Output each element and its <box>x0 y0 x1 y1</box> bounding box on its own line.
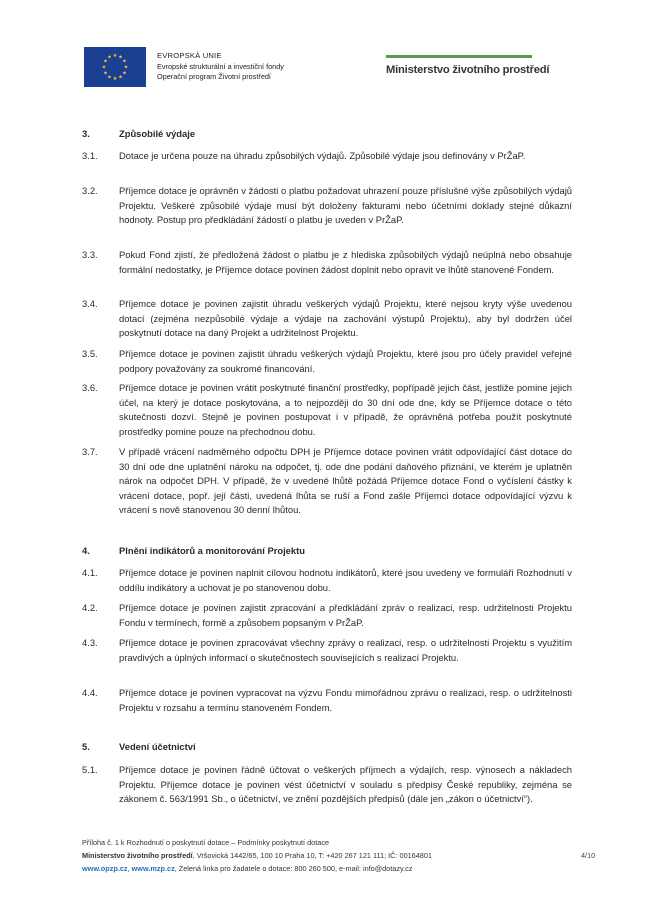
eu-programme-text <box>157 51 284 83</box>
item-number: 3.5. <box>82 348 98 359</box>
item-text: Pokud Fond zjistí, že předložená žádost o platbu je z hlediska způsobilých výdajů neúplná nebo obsahuje formální nedostatky, je Příjemce dotace povinen žádost doplnit nebo opravit ve lhůtě stanovené Fondem. <box>119 249 572 275</box>
item-text: Příjemce dotace je povinen vypracovat na výzvu Fondu mimořádnou zprávu o realizaci, resp. o udržitelnosti Projektu v rozsahu a termínu stanoveném Fondem. <box>119 687 572 713</box>
section-number: 3. <box>82 128 90 139</box>
eu-flag-logo <box>84 47 146 87</box>
footer-address: , Vršovická 1442/65, 100 10 Praha 10, T: +420 267 121 111; IČ: 00164801 <box>192 851 432 861</box>
section-number: 5. <box>82 741 90 752</box>
section-title: Vedení účetnictví <box>119 741 196 752</box>
section-number: 4. <box>82 545 90 556</box>
eu-title: EVROPSKÁ UNIE <box>157 51 222 60</box>
footer-ministry-name: Ministerstvo životního prostředí <box>82 851 193 861</box>
item-number: 4.3. <box>82 637 98 648</box>
item-text: Příjemce dotace je povinen zpracovávat všechny zprávy o realizaci, resp. o udržitelnosti Projektu s využitím pravdivých a úplných informací o skutečnostech souvisejících s realizací Projektu. <box>119 637 572 663</box>
ministry-logo-bar <box>386 55 532 58</box>
svg-text:★: ★ <box>118 54 123 61</box>
mzp-link[interactable]: www.mzp.cz <box>131 864 175 874</box>
item-text: Příjemce dotace je povinen řádně účtovat o veškerých příjmech a výdajích, resp. výnosech a nákladech Projektu. Příjemce dotace je povinen vést účetnictví v souladu s předpisy České republiky, zejména se zákonem č. 563/1991 Sb., o účetnictví, ve znění pozdějších předpisů (dále jen „zákon o účetnictví“). <box>119 764 572 805</box>
svg-text:★: ★ <box>118 74 123 81</box>
svg-text:★: ★ <box>103 70 108 77</box>
item-text: Dotace je určena pouze na úhradu způsobilých výdajů. Způsobilé výdaje jsou definovány v PrŽaP. <box>119 150 526 161</box>
eu-programme-line: Operační program Životní prostředí <box>157 72 271 81</box>
footer-contact: , Zelená linka pro žadatele o dotace: 800 260 500, e-mail: info@dotazy.cz <box>174 864 413 874</box>
footer-address-line <box>82 849 432 862</box>
item-text: Příjemce dotace je povinen zajistit úhradu veškerých výdajů Projektu, které jsou pro účely pravidel veřejné podpory považovány za soukromé financování. <box>119 348 572 374</box>
section-title: Plnění indikátorů a monitorování Projektu <box>119 545 305 556</box>
item-number: 4.2. <box>82 602 98 613</box>
item-number: 3.3. <box>82 249 98 260</box>
svg-text:★: ★ <box>101 64 107 71</box>
item-text: Příjemce dotace je povinen zajistit zpracování a předkládání zpráv o realizaci, resp. udržitelnosti Projektu Fondu v termínech, formě a způsobem popsaným v PrŽaP. <box>119 602 572 628</box>
opzp-link[interactable]: www.opzp.cz <box>82 864 128 874</box>
svg-text:★: ★ <box>123 64 129 71</box>
svg-text:★: ★ <box>107 54 112 61</box>
svg-text:★: ★ <box>122 70 127 77</box>
svg-text:★: ★ <box>112 76 118 82</box>
item-number: 3.2. <box>82 185 98 196</box>
item-number: 3.6. <box>82 382 98 393</box>
svg-text:★: ★ <box>103 58 108 65</box>
item-text: Příjemce dotace je povinen naplnit cílovou hodnotu indikátorů, které jsou uvedeny ve formuláři Rozhodnutí v oddílu indikátory a uchovat je po stanovenou dobu. <box>119 567 572 593</box>
footer-separator: , <box>127 864 132 874</box>
page-number: 4/10 <box>581 851 596 860</box>
ministry-logo-text: Ministerstvo životního prostředí <box>386 64 550 76</box>
item-number: 5.1. <box>82 764 98 775</box>
item-number: 3.7. <box>82 446 98 457</box>
svg-text:★: ★ <box>122 58 127 65</box>
svg-text:★: ★ <box>107 74 112 81</box>
item-number: 3.4. <box>82 298 98 309</box>
footer-attachment-line: Příloha č. 1 k Rozhodnutí o poskytnutí dotace – Podmínky poskytnutí dotace <box>82 838 330 847</box>
item-number: 4.4. <box>82 687 98 698</box>
footer-contact-line <box>82 862 432 875</box>
section-title: Způsobilé výdaje <box>119 128 196 139</box>
item-text: Příjemce dotace je oprávněn v žádosti o platbu požadovat uhrazení pouze příslušné výše způsobilých výdajů Projektu. Veškeré způsobilé výdaje musí být doloženy fakturami nebo účetními doklady stejné důkazní hodnoty. Postup pro předkládání žádostí o platbu je uveden v PrŽaP. <box>119 185 572 226</box>
item-number: 3.1. <box>82 150 98 161</box>
eu-funds-line: Evropské strukturální a investiční fondy <box>157 61 284 71</box>
item-text: V případě vrácení nadměrného odpočtu DPH je Příjemce dotace povinen vrátit odpovídající část dotace do 30 dní ode dne uplatnění nároku na odpočet, tj. ode dne podání daňového přiznání, ve kterém je uplatněn nárok na odpočet DPH. V případě, že v uvedené lhůtě požádá Příjemce dotace Fond o vyčíslení částky k vrácení dotace, popř. její části, uvedená lhůta se ruší a Fond zašle Příjemci dotace odpovídající výzvu k vrácení s nově stanovenou 30 denní lhůtou. <box>119 446 572 516</box>
item-number: 4.1. <box>82 567 98 578</box>
item-text: Příjemce dotace je povinen zajistit úhradu veškerých výdajů Projektu, které nejsou kryty výše uvedenou dotací (zejména nezpůsobilé výdaje a výdaje na zachování výstupů Projektu), aby byl dodržen účel poskytnutí dotace na daný Projekt a udržitelnost Projektu. <box>119 298 572 339</box>
svg-text:★: ★ <box>112 53 118 59</box>
item-text: Příjemce dotace je povinen vrátit poskytnuté finanční prostředky, popřípadě jejich část, jestliže pomine jejich účel, na který je dotace poskytována, a to nejpozději do 30 dní ode dne, kdy se Příjemce dotace o této skutečnosti dozví. Stejně je povinen postupovat i v případě, že oprávněná potřeba použít poskytnuté prostředky pomine pouze na přechodnou dobu. <box>119 382 572 437</box>
page-footer <box>82 836 432 876</box>
